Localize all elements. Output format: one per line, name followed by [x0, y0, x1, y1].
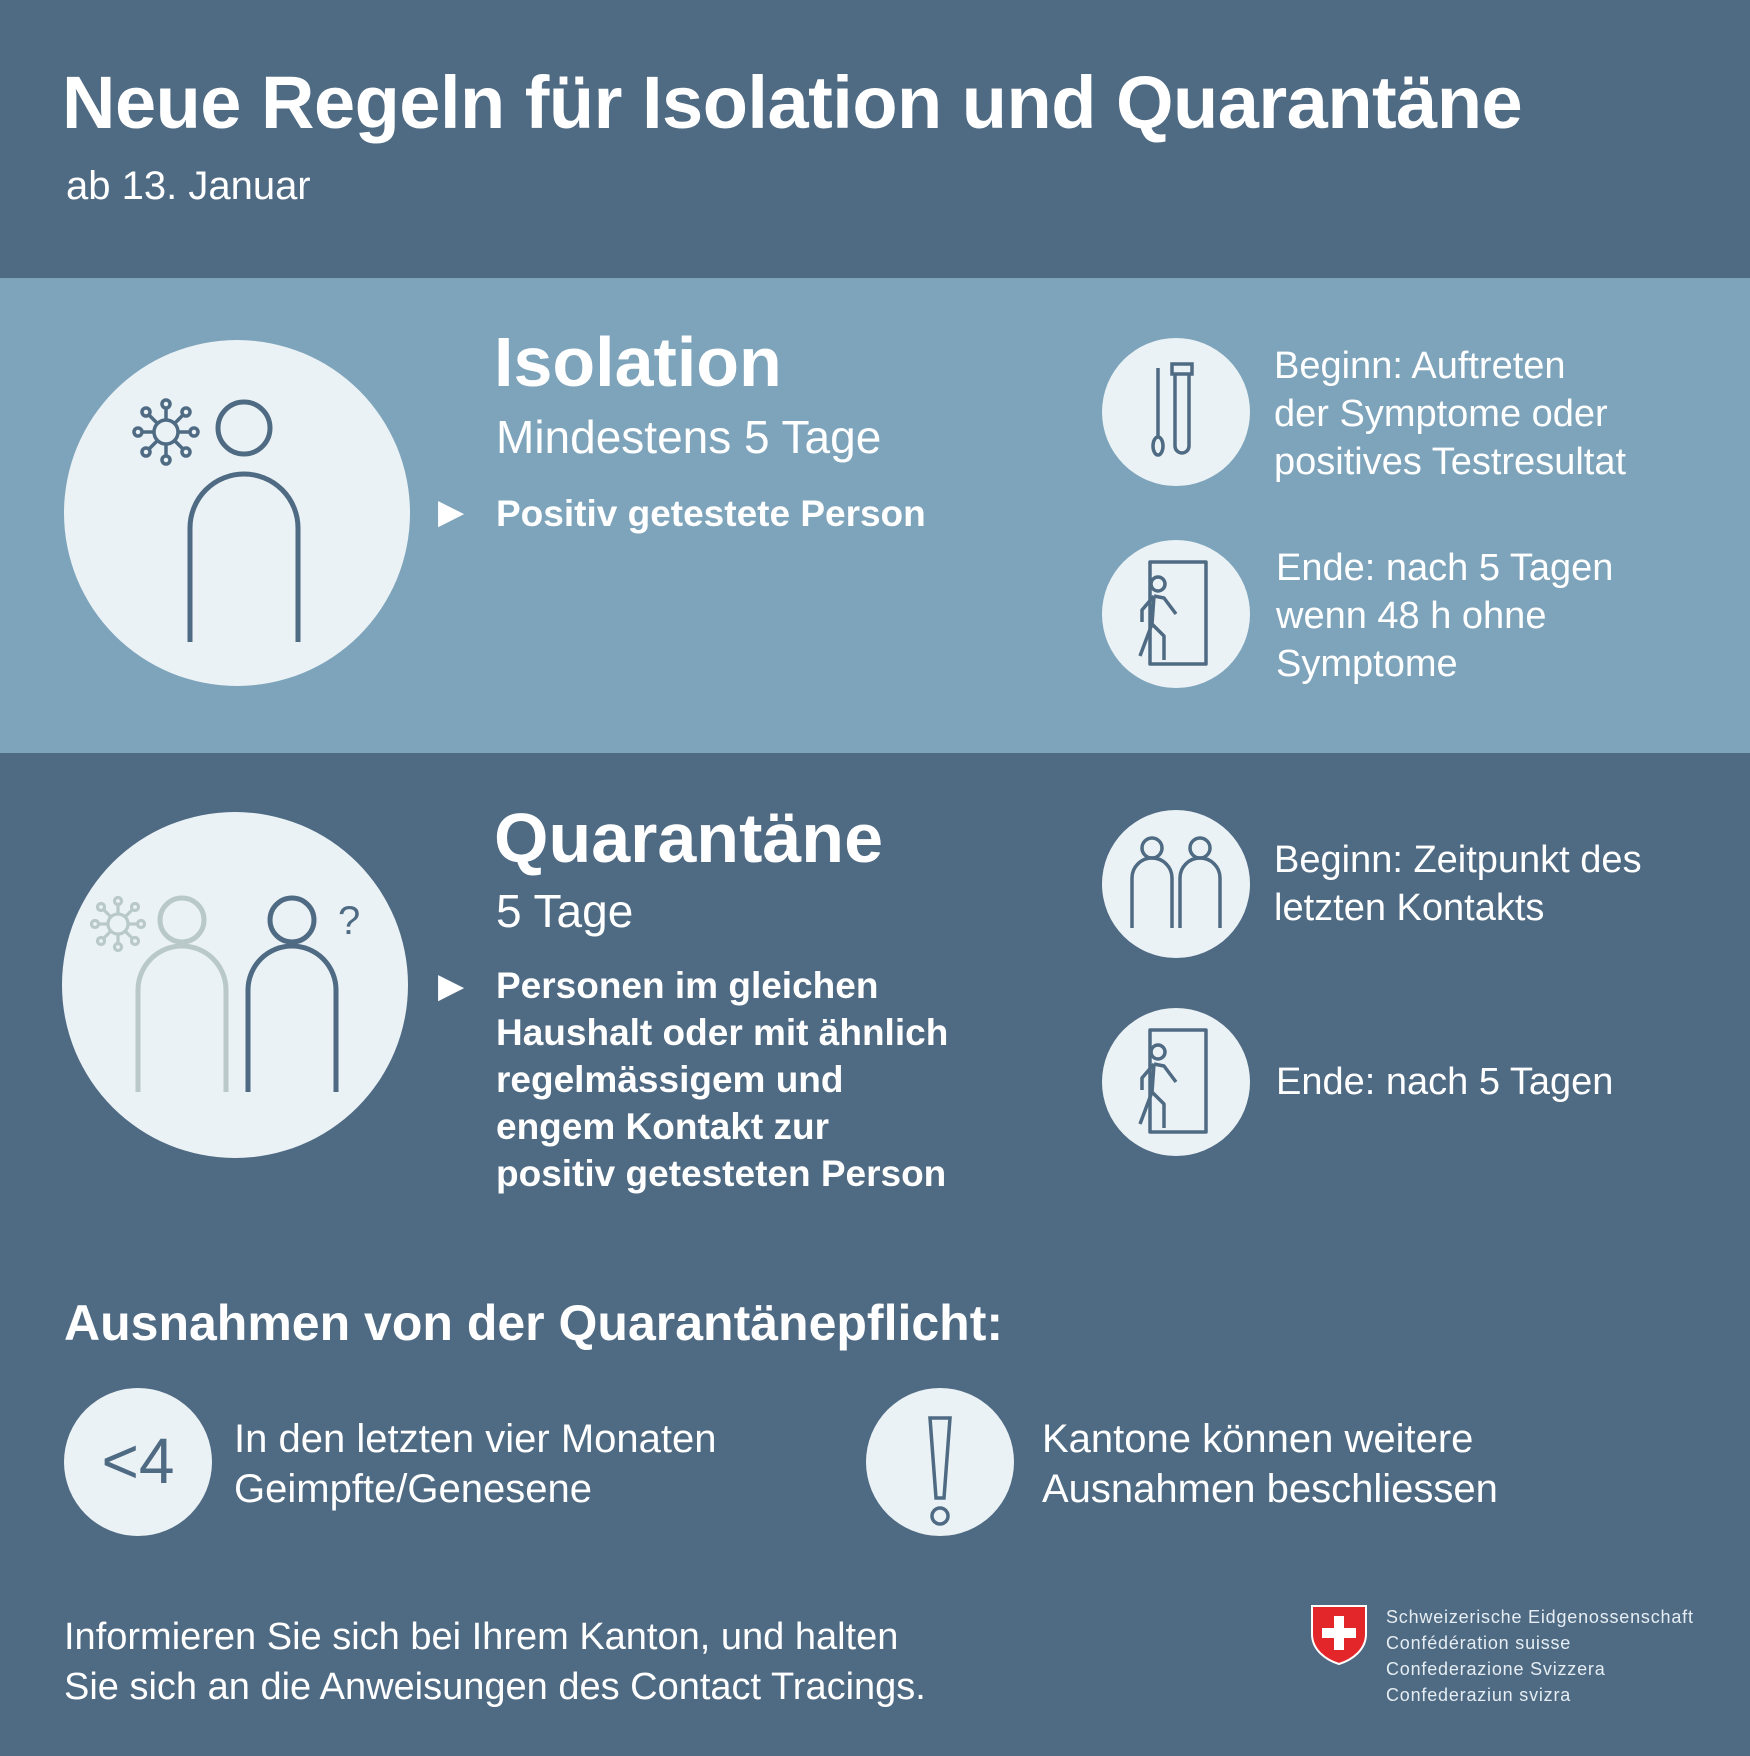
two-persons-icon	[62, 812, 408, 1158]
isolation-end-text	[1276, 544, 1613, 688]
exit-door-circle	[1102, 540, 1250, 688]
isolation-end-line: Symptome	[1276, 643, 1458, 685]
person-exit-door-icon	[1102, 540, 1250, 688]
isolation-start-line: der Symptome oder	[1274, 393, 1608, 435]
page-subtitle: ab 13. Januar	[66, 164, 311, 208]
footer-info-line: Informieren Sie sich bei Ihrem Kanton, und halten	[64, 1616, 899, 1658]
quarantine-target-line: Haushalt oder mit ähnlich	[496, 1012, 949, 1053]
two-persons-contact-icon	[1102, 810, 1250, 958]
exception-cantons-text	[1042, 1414, 1498, 1514]
quarantine-start-line: Beginn: Zeitpunkt des	[1274, 839, 1642, 881]
bullet-triangle-icon: ▶	[438, 493, 465, 531]
bullet-triangle-icon: ▶	[438, 967, 465, 1005]
quarantine-heading: Quarantäne	[494, 799, 883, 877]
quarantine-end-text: Ende: nach 5 Tagen	[1276, 1061, 1614, 1103]
exception-vaccinated-line: Geimpfte/Genesene	[234, 1467, 592, 1511]
isolation-end-line: wenn 48 h ohne	[1276, 595, 1547, 637]
isolation-target: Positiv getestete Person	[496, 493, 926, 534]
quarantine-start-line: letzten Kontakts	[1274, 887, 1545, 929]
person-exit-door-icon	[1102, 1008, 1250, 1156]
page-title: Neue Regeln für Isolation und Quarantäne	[62, 61, 1523, 144]
exception-cantons-line: Ausnahmen beschliessen	[1042, 1467, 1498, 1511]
contact-circle	[1102, 810, 1250, 958]
less-than-four-circle	[64, 1388, 212, 1536]
quarantine-duration: 5 Tage	[496, 885, 634, 937]
exclamation-circle	[866, 1388, 1014, 1536]
footer-info-line: Sie sich an die Anweisungen des Contact Tracings.	[64, 1666, 926, 1708]
test-tube-circle	[1102, 338, 1250, 486]
swiss-coat-of-arms-icon	[1310, 1604, 1368, 1666]
quarantine-target	[496, 962, 948, 1197]
quarantine-target-line: positiv getesteten Person	[496, 1153, 947, 1194]
isolation-heading: Isolation	[494, 323, 782, 401]
isolation-start-line: positives Testresultat	[1274, 441, 1627, 483]
org-name-it: Confederazione Svizzera	[1386, 1659, 1606, 1679]
exception-vaccinated-text	[234, 1414, 717, 1514]
org-name-de: Schweizerische Eidgenossenschaft	[1386, 1607, 1694, 1627]
org-name-rm: Confederaziun svizra	[1386, 1685, 1572, 1705]
isolation-duration: Mindestens 5 Tage	[496, 411, 882, 463]
quarantine-target-line: Personen im gleichen	[496, 965, 879, 1006]
question-mark: ?	[338, 899, 361, 943]
exception-cantons-line: Kantone können weitere	[1042, 1417, 1474, 1461]
org-name-fr: Confédération suisse	[1386, 1633, 1572, 1653]
quarantine-people-circle	[62, 812, 408, 1158]
quarantine-target-line: engem Kontakt zur	[496, 1106, 830, 1147]
quarantine-target-line: regelmässigem und	[496, 1059, 844, 1100]
isolation-start-text	[1274, 342, 1626, 486]
exit-door-circle	[1102, 1008, 1250, 1156]
exceptions-heading: Ausnahmen von der Quarantänepflicht:	[64, 1295, 1004, 1351]
isolation-person-circle	[64, 340, 410, 686]
federal-administration-label	[1386, 1604, 1694, 1708]
test-swab-icon	[1102, 338, 1250, 486]
isolation-start-line: Beginn: Auftreten	[1274, 345, 1566, 387]
footer-info-text	[64, 1612, 926, 1712]
isolation-end-line: Ende: nach 5 Tagen	[1276, 547, 1614, 589]
person-with-virus-icon	[64, 340, 410, 686]
quarantine-start-text	[1274, 836, 1642, 932]
exclamation-icon	[866, 1388, 1014, 1536]
exception-vaccinated-line: In den letzten vier Monaten	[234, 1417, 717, 1461]
less-than-four-badge: <4	[101, 1425, 175, 1497]
